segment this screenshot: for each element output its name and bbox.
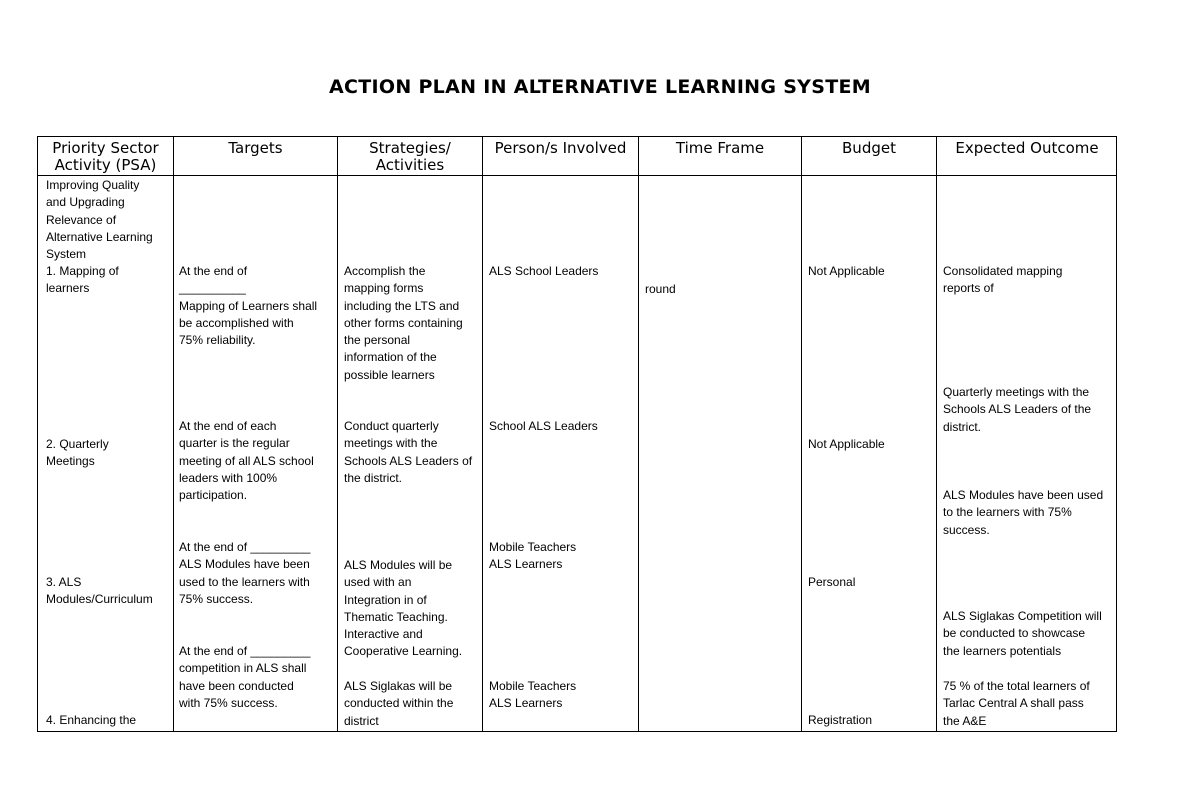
- target-text: At the end of each quarter is the regular meeting of all ALS school leaders with 100% participation.: [179, 419, 314, 503]
- psa-heading: Improving Quality and Upgrading Relevance of Alternative Learning System: [46, 178, 153, 262]
- person-text: Mobile Teachers ALS Learners: [489, 540, 577, 572]
- psa-item: 2. Quarterly Meetings: [46, 437, 109, 469]
- target-text: At the end of __________ Mapping of Learners shall be accomplished with 75% reliability.: [179, 264, 318, 348]
- outcome-text: Quarterly meetings with the Schools ALS Leaders of the district.: [943, 385, 1092, 434]
- header-timeframe: Time Frame: [675, 139, 765, 157]
- strategy-text: ALS Siglakas will be conducted within the district: [344, 679, 454, 728]
- psa-item: 3. ALS Modules/Curriculum: [46, 575, 153, 607]
- budget-text: Registration: [808, 713, 873, 727]
- column-divider: [638, 136, 639, 732]
- column-divider: [173, 136, 174, 732]
- header-strategies: Strategies/ Activities: [369, 139, 451, 174]
- column-divider: [801, 136, 802, 732]
- header-outcome: Expected Outcome: [955, 139, 1099, 157]
- person-text: Mobile Teachers ALS Learners: [489, 679, 577, 711]
- outcome-text: ALS Siglakas Competition will be conducted to showcase the learners potentials: [943, 609, 1102, 658]
- header-persons: Person/s Involved: [494, 139, 627, 157]
- target-text: At the end of _________ competition in ALS shall have been conducted with 75% success.: [179, 644, 311, 710]
- header-divider: [37, 175, 1117, 176]
- strategy-text: ALS Modules will be used with an Integration in of Thematic Teaching. Interactive and Cooperative Learning.: [344, 558, 463, 659]
- budget-text: Not Applicable: [808, 437, 885, 451]
- column-divider: [936, 136, 937, 732]
- strategy-text: Accomplish the mapping forms including the LTS and other forms containing the personal information of the possible learners: [344, 264, 463, 382]
- header-budget: Budget: [842, 139, 896, 157]
- column-divider: [482, 136, 483, 732]
- psa-item: 4. Enhancing the: [46, 713, 137, 727]
- person-text: ALS School Leaders: [489, 264, 599, 278]
- psa-item: 1. Mapping of learners: [46, 264, 119, 296]
- outcome-text: 75 % of the total learners of Tarlac Central A shall pass the A&E: [943, 679, 1090, 728]
- budget-text: Not Applicable: [808, 264, 885, 278]
- outcome-text: Consolidated mapping reports of: [943, 264, 1063, 296]
- header-psa: Priority Sector Activity (PSA): [52, 139, 159, 174]
- column-divider: [337, 136, 338, 732]
- header-targets: Targets: [228, 139, 283, 157]
- outcome-text: ALS Modules have been used to the learners with 75% success.: [943, 488, 1104, 537]
- target-text: At the end of _________ ALS Modules have been used to the learners with 75% success.: [179, 540, 311, 606]
- strategy-text: Conduct quarterly meetings with the Schools ALS Leaders of the district.: [344, 419, 473, 485]
- person-text: School ALS Leaders: [489, 419, 598, 433]
- timeframe-text: round: [645, 282, 676, 296]
- page-title: ACTION PLAN IN ALTERNATIVE LEARNING SYSTEM: [329, 76, 871, 98]
- budget-text: Personal: [808, 575, 856, 589]
